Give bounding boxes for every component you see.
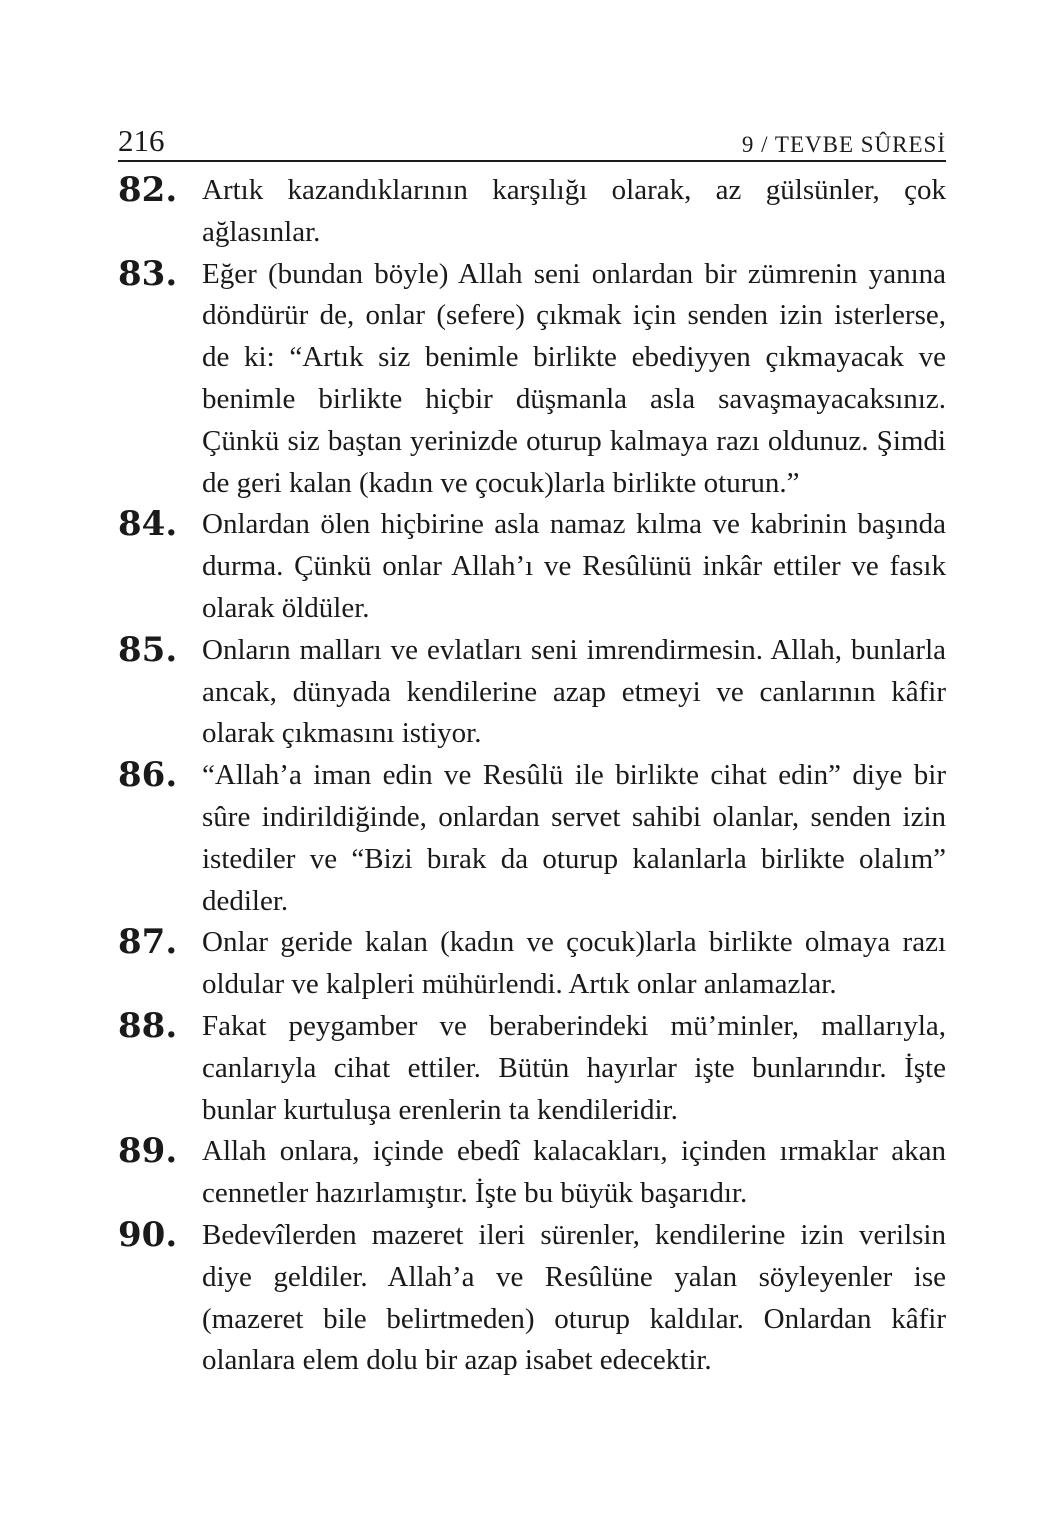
verse-text: Bedevîlerden mazeret ileri sürenler, kendilerine izin verilsin diye geldiler. Allah’a ve Resûlüne yalan söyleyenler ise (mazeret bile belirtmeden) oturup kaldılar. Onlardan kâfir olanlara elem dolu bir azap isabet edecektir.	[202, 1218, 946, 1377]
verse-82	[118, 170, 946, 254]
verse-89	[118, 1131, 946, 1215]
verse-88	[118, 1006, 946, 1131]
verse-84	[118, 504, 946, 629]
verse-text: Onlardan ölen hiçbirine asla namaz kılma ve kabrinin başında durma. Çünkü onlar Allah’ı ve Resûlünü inkâr ettiler ve fasık olarak öldüler.	[202, 508, 946, 624]
verse-number: 82.	[118, 170, 178, 210]
verse-number: 84.	[118, 504, 178, 545]
verse-number: 83.	[118, 253, 178, 294]
verse-number: 87.	[118, 922, 178, 963]
verse-list	[118, 170, 946, 1382]
verse-number: 90.	[118, 1214, 178, 1255]
verse-87	[118, 922, 946, 1006]
verse-text: Artık kazandıklarının karşılığı olarak, az gülsünler, çok ağlasınlar.	[202, 174, 946, 248]
verse-text: Onların malları ve evlatları seni imrendirmesin. Allah, bunlarla ancak, dünyada kendilerine azap etmeyi ve canlarının kâfir olarak çıkmasını istiyor.	[202, 633, 946, 750]
verse-90	[118, 1215, 946, 1382]
book-page	[118, 118, 946, 1382]
page-header	[118, 118, 946, 162]
verse-number: 86.	[118, 755, 178, 796]
verse-text: Fakat peygamber ve beraberindeki mü’minler, mallarıyla, canlarıyla cihat ettiler. Bütün hayırlar işte bunlarındır. İşte bunlar kurtuluşa erenlerin ta kendileridir.	[202, 1009, 946, 1126]
verse-number: 85.	[118, 629, 178, 670]
verse-number: 89.	[118, 1131, 178, 1172]
verse-83	[118, 254, 946, 505]
verse-text: Onlar geride kalan (kadın ve çocuk)larla birlikte olmaya razı oldular ve kalpleri mühürlendi. Artık onlar anlamazlar.	[202, 926, 946, 1001]
verse-text: Allah onlara, içinde ebedî kalacakları, içinden ırmaklar akan cennetler hazırlamıştır. İşte bu büyük başarıdır.	[202, 1135, 946, 1210]
verse-text: “Allah’a iman edin ve Resûlü ile birlikte cihat edin” diye bir sûre indirildiğinde, onlardan servet sahibi olanlar, senden izin istediler ve “Bizi bırak da oturup kalanlarla birlikte olalım” dediler.	[202, 759, 946, 917]
verse-number: 88.	[118, 1005, 178, 1046]
verse-text: Eğer (bundan böyle) Allah seni onlardan bir zümrenin yanına döndürür de, onlar (sefere) çıkmak için senden izin isterlerse, de ki: “Artık siz benimle birlikte ebediyyen çıkmayacak ve benimle birlikte hiçbir düşmanla asla savaşmayacaksınız. Çünkü siz baştan yerinizde oturup kalmaya razı oldunuz. Şimdi de geri kalan (kadın ve çocuk)larla birlikte oturun.”	[202, 257, 946, 499]
page-number: 216	[118, 123, 165, 158]
verse-86	[118, 755, 946, 922]
running-head: 9 / TEVBE SÛRESİ	[741, 132, 946, 157]
verse-85	[118, 630, 946, 755]
